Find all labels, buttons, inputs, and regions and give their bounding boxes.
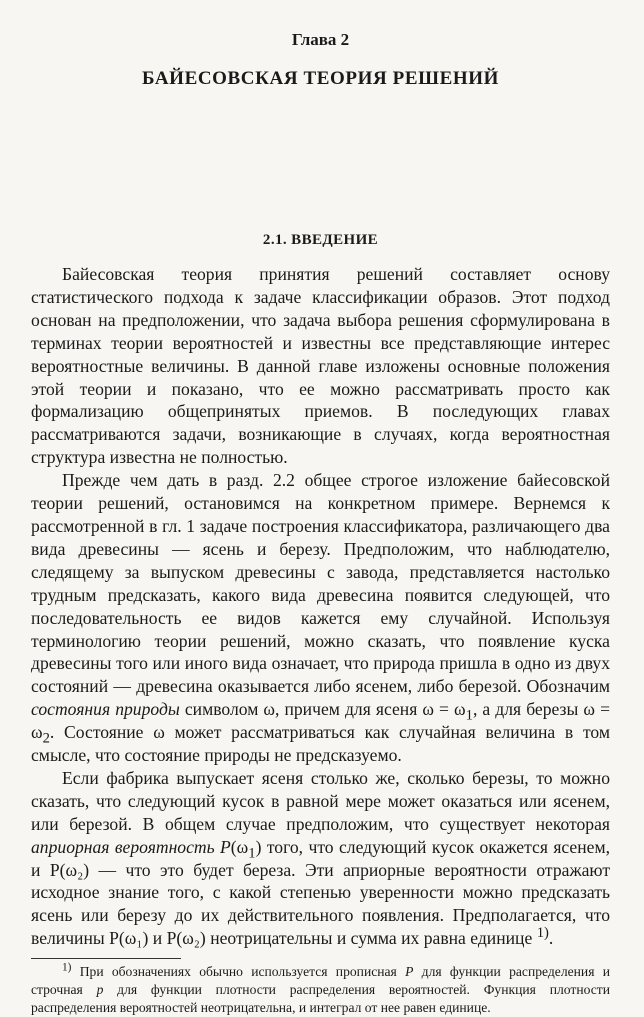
footnote-ref: 1) (536, 925, 549, 942)
paragraph-3: Если фабрика выпускает ясеня столько же, сколько березы, то можно сказать, что следующий кусок в равной мере может оказаться или ясенем, или березой. В общем случае предположим, что существует некоторая априорная вероятность $P(\omega_1)$ того, что следующий кусок окажется ясенем, и P(ω₂) — что это будет береза. Эти априорные вероятности отражают исходное знание того, с какой степенью уверенности можно предсказать ясень или березу до их действительного появления. Предполагается, что величины P(ω₁) и P(ω₂) неотрицательны и сумма их равна единице $^{1)}$. (31, 767, 611, 949)
formula-P-w1: P(ω₁) (109, 928, 149, 949)
footnote: $^{1)}$ При обозначениях обычно используется прописная P для функции распределения и строчная p для функции плотности распределения вероятностей. Функция плотности распределения вероятностей неотрицательна, и интеграл от нее равен единице. (31, 961, 610, 1016)
paragraph-1: Байесовская теория принятия решений составляет основу статистического подхода к задаче классификации образов. Этот подход основан на предположении, что задача выбора решения сформулирована в терминах теории вероятностей и известны все представляющие интерес вероятностные величины. В данной главе изложены основные положения этой теории и показано, что ее можно рассматривать просто как формализацию общепринятых приемов. В последующих главах рассматриваются задачи, возникающие в случаях, когда вероятностная структура известна не полностью. (31, 264, 610, 468)
section-heading: 2.1. ВВЕДЕНИЕ (262, 232, 379, 248)
formula-P-w2-b: P(ω₂) (166, 928, 206, 949)
chapter-label: Глава 2 (291, 30, 350, 49)
term-prior-probability: априорная вероятность (31, 836, 215, 857)
term-states-of-nature: состояния природы (31, 699, 180, 720)
paragraph-2: Прежде чем дать в разд. 2.2 общее строгое изложение байесовской теории решений, остановимся на конкретном примере. Вернемся к рассмотренной в гл. 1 задаче построения классификатора, различающего два вида древесины — ясень и березу. Предположим, что наблюдателю, следящему за выпуском древесины с завода, представляется настолько трудным предсказать, какого вида древесина появится следующей, что последовательность ее видов кажется ему случайной. Используя терминологию теории решений, можно сказать, что появление куска древесины того или иного вида означает, что природа пришла в одно из двух состояний — древесина оказывается либо ясенем, либо березой. Обозначим состояния природы символом ω, причем для ясеня $\omega = \omega_1$, а для березы $\omega = \omega_2$. Состояние ω может рассматриваться как случайная величина в том смысле, что состояние природы не предсказуемо. (31, 470, 610, 766)
formula-P-w2: P(ω₂) (49, 859, 90, 880)
footnote-divider (31, 958, 181, 959)
body-text (31, 263, 610, 950)
chapter-title: БАЙЕСОВСКАЯ ТЕОРИЯ РЕШЕНИЙ (141, 68, 500, 89)
